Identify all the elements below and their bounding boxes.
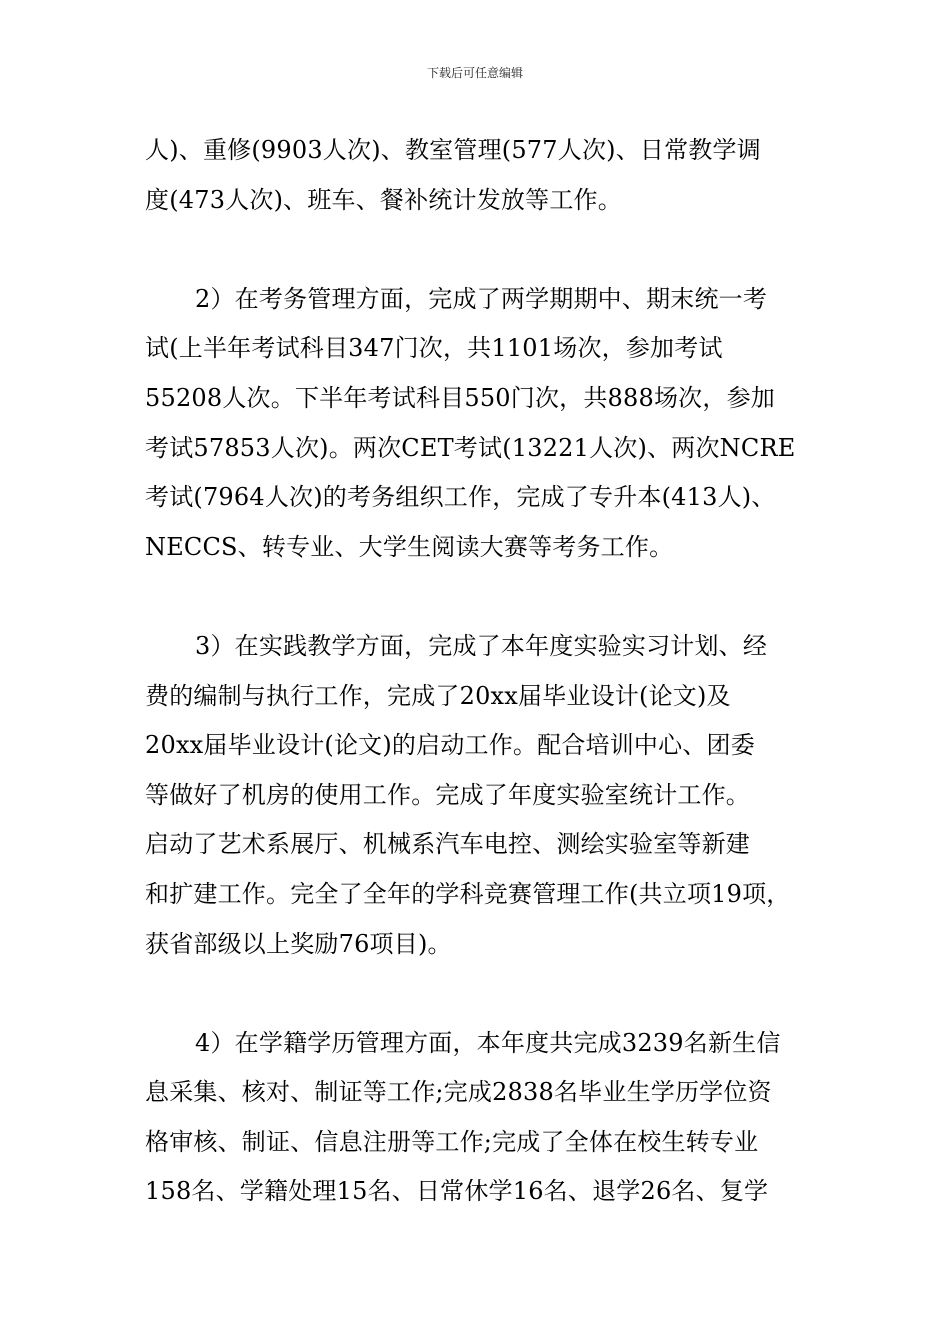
text-line: 费的编制与执行工作，完成了20xx届毕业设计(论文)及 (145, 681, 731, 710)
text-line: 试(上半年考试科目347门次，共1101场次，参加考试 (145, 334, 723, 363)
paragraph-gap (145, 225, 810, 275)
paragraph-first-line: 3）在实践教学方面，完成了本年度实验实习计划、经 (195, 631, 768, 660)
text-line: 158名、学籍处理15名、日常休学16名、退学26名、复学 (145, 1177, 769, 1206)
text-line: 格审核、制证、信息注册等工作;完成了全体在校生转专业 (145, 1127, 759, 1156)
paragraph-first-line: 2）在考务管理方面，完成了两学期期中、期末统一考 (195, 284, 768, 313)
text-line: 考试(7964人次)的考务组织工作，完成了专升本(413人)、 (145, 483, 776, 512)
paragraph-gap (145, 969, 810, 1019)
text-line: NECCS、转专业、大学生阅读大赛等考务工作。 (145, 532, 674, 561)
text-line: 人)、重修(9903人次)、教室管理(577人次)、日常教学调 (145, 136, 761, 164)
page-header: 下载后可任意编辑 (426, 66, 523, 80)
text-line: 息采集、核对、制证等工作;完成2838名毕业生学历学位资 (145, 1078, 772, 1107)
text-line: 获省部级以上奖励76项目)。 (145, 929, 452, 958)
paragraph-gap (145, 572, 810, 622)
document-body (145, 126, 810, 1217)
text-line: 20xx届毕业设计(论文)的启动工作。配合培训中心、团委 (145, 731, 755, 760)
text-line: 和扩建工作。完全了全年的学科竞赛管理工作(共立项19项， (145, 879, 791, 908)
text-line: 度(473人次)、班车、餐补统计发放等工作。 (145, 185, 622, 214)
text-line: 启动了艺术系展厅、机械系汽车电控、测绘实验室等新建 (145, 830, 750, 859)
text-line: 等做好了机房的使用工作。完成了年度实验室统计工作。 (145, 780, 750, 809)
text-line: 55208人次。下半年考试科目550门次，共888场次，参加 (145, 383, 775, 412)
paragraph-first-line: 4）在学籍学历管理方面，本年度共完成3239名新生信 (195, 1028, 781, 1057)
text-line: 考试57853人次)。两次CET考试(13221人次)、两次NCRE (145, 433, 796, 462)
